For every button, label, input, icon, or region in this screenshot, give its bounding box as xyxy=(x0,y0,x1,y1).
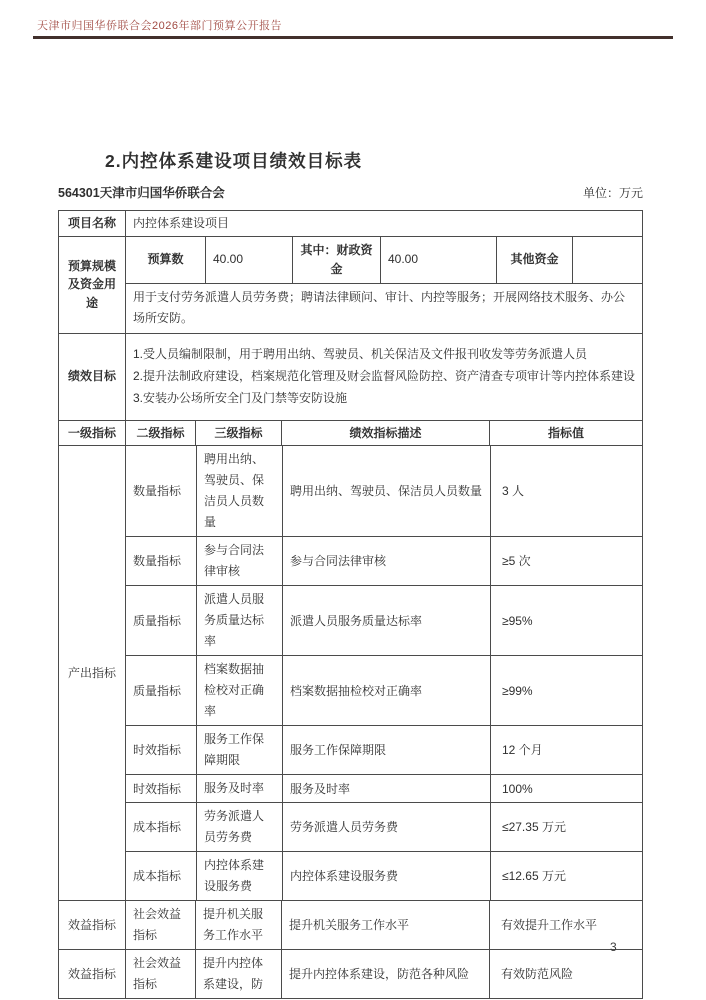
row-level2: 数量指标 xyxy=(133,554,182,569)
performance-target-table xyxy=(58,210,643,999)
row-level2: 时效指标 xyxy=(133,743,182,758)
page-number: 3 xyxy=(610,940,617,954)
row-level2: 时效指标 xyxy=(133,781,182,796)
row-value: ≥5 次 xyxy=(490,537,642,585)
row-value: 有效提升工作水平 xyxy=(489,901,642,949)
row-description: 参与合同法律审核 xyxy=(282,537,490,585)
output-group-label: 产出指标 xyxy=(67,666,116,681)
row-level1: 效益指标 xyxy=(67,918,116,933)
output-group-body xyxy=(125,446,642,900)
row-level2: 成本指标 xyxy=(133,820,182,835)
row-value: 100% xyxy=(490,775,642,802)
row-description: 聘用出纳、驾驶员、保洁员人员数量 xyxy=(282,446,490,536)
row-level2: 数量指标 xyxy=(133,484,182,499)
output-indicator-group xyxy=(59,445,642,900)
table-row xyxy=(126,774,642,802)
row-description: 内控体系建设服务费 xyxy=(282,852,490,900)
row-value: 3 人 xyxy=(490,446,642,536)
table-row xyxy=(126,851,642,900)
row-level3: 服务工作保障期限 xyxy=(196,726,282,774)
row-level3: 服务及时率 xyxy=(196,775,282,802)
row-value: 有效防范风险 xyxy=(489,950,642,998)
document-header: 天津市归国华侨联合会2026年部门预算公开报告 xyxy=(37,20,282,32)
table-row xyxy=(126,585,642,655)
row-value: 12 个月 xyxy=(490,726,642,774)
row-description: 档案数据抽检校对正确率 xyxy=(282,656,490,725)
target-line-2: 2.提升法制政府建设，档案规范化管理及财会监督风险防控、资产清查专项审计等内控体系建设 xyxy=(133,368,636,383)
other-fund-value xyxy=(572,237,642,283)
row-description: 提升机关服务工作水平 xyxy=(281,901,489,949)
header-level1: 一级指标 xyxy=(67,425,116,440)
header-description: 绩效指标描述 xyxy=(281,421,489,446)
unit-label: 单位：万元 xyxy=(582,186,643,200)
budget-amount-value: 40.00 xyxy=(205,237,292,283)
performance-target-body xyxy=(125,334,642,420)
fiscal-fund-value: 40.00 xyxy=(380,237,496,283)
performance-target-row xyxy=(59,333,642,420)
target-line-1: 1.受人员编制限制，用于聘用出纳、驾驶员、机关保洁及文件报刊收发等劳务派遣人员 xyxy=(133,347,588,362)
indicator-header-row xyxy=(59,420,642,446)
fund-usage-row xyxy=(126,283,642,333)
fund-usage-text xyxy=(126,284,642,333)
fund-usage-paragraph: 用于支付劳务派遣人员劳务费；聘请法律顾问、审计、内控等服务；开展网络技术服务、办公场所安防。 xyxy=(133,289,626,326)
fiscal-fund-label: 其中：财政资金 xyxy=(292,237,380,283)
target-line-3: 3.安装办公场所安全门及门禁等安防设施 xyxy=(133,390,348,405)
row-description: 劳务派遣人员劳务费 xyxy=(282,803,490,851)
table-row xyxy=(126,446,642,536)
org-code-name: 564301天津市归国华侨联合会 xyxy=(58,186,225,200)
performance-target-label: 绩效目标 xyxy=(67,369,116,384)
row-value: ≤12.65 万元 xyxy=(490,852,642,900)
row-level3: 派遣人员服务质量达标率 xyxy=(196,586,282,655)
row-description: 服务工作保障期限 xyxy=(282,726,490,774)
row-level2: 社会效益指标 xyxy=(125,950,195,998)
row-level3: 聘用出纳、驾驶员、保洁员人员数量 xyxy=(196,446,282,536)
project-name-label: 项目名称 xyxy=(67,216,116,230)
table-row xyxy=(126,655,642,725)
budget-section-row xyxy=(59,236,642,333)
row-level2: 成本指标 xyxy=(133,869,182,884)
row-level1: 效益指标 xyxy=(67,967,116,982)
table-row xyxy=(126,725,642,774)
row-description: 派遣人员服务质量达标率 xyxy=(282,586,490,655)
table-caption-row xyxy=(58,183,643,201)
performance-target-lines xyxy=(133,344,635,409)
row-description: 服务及时率 xyxy=(282,775,490,802)
table-row xyxy=(59,900,642,949)
page-title: 2.内控体系建设项目绩效目标表 xyxy=(105,151,363,171)
row-level3: 提升机关服务工作水平 xyxy=(195,901,281,949)
project-name-value: 内控体系建设项目 xyxy=(125,211,642,236)
budget-amount-row xyxy=(126,237,642,283)
table-row xyxy=(126,536,642,585)
budget-amount-label: 预算数 xyxy=(147,252,184,267)
project-name-row xyxy=(59,211,642,236)
row-level3: 内控体系建设服务费 xyxy=(196,852,282,900)
header-value: 指标值 xyxy=(489,421,642,446)
other-fund-label: 其他资金 xyxy=(496,237,572,283)
row-description: 提升内控体系建设，防范各种风险 xyxy=(281,950,489,998)
row-value: ≤27.35 万元 xyxy=(490,803,642,851)
row-level2: 质量指标 xyxy=(133,683,182,698)
row-value: ≥99% xyxy=(490,656,642,725)
row-value: ≥95% xyxy=(490,586,642,655)
budget-section-label: 预算规模及资金用途 xyxy=(67,258,116,310)
row-level3: 参与合同法律审核 xyxy=(196,537,282,585)
row-level2: 社会效益指标 xyxy=(125,901,195,949)
table-row xyxy=(59,949,642,998)
header-level3: 三级指标 xyxy=(195,421,281,446)
row-level3: 档案数据抽检校对正确率 xyxy=(196,656,282,725)
header-level2: 二级指标 xyxy=(125,421,195,446)
row-level2: 质量指标 xyxy=(133,613,182,628)
table-row xyxy=(126,802,642,851)
budget-section-body xyxy=(125,237,642,333)
row-level3: 劳务派遣人员劳务费 xyxy=(196,803,282,851)
header-divider xyxy=(33,36,673,39)
row-level3: 提升内控体系建设，防 xyxy=(195,950,281,998)
